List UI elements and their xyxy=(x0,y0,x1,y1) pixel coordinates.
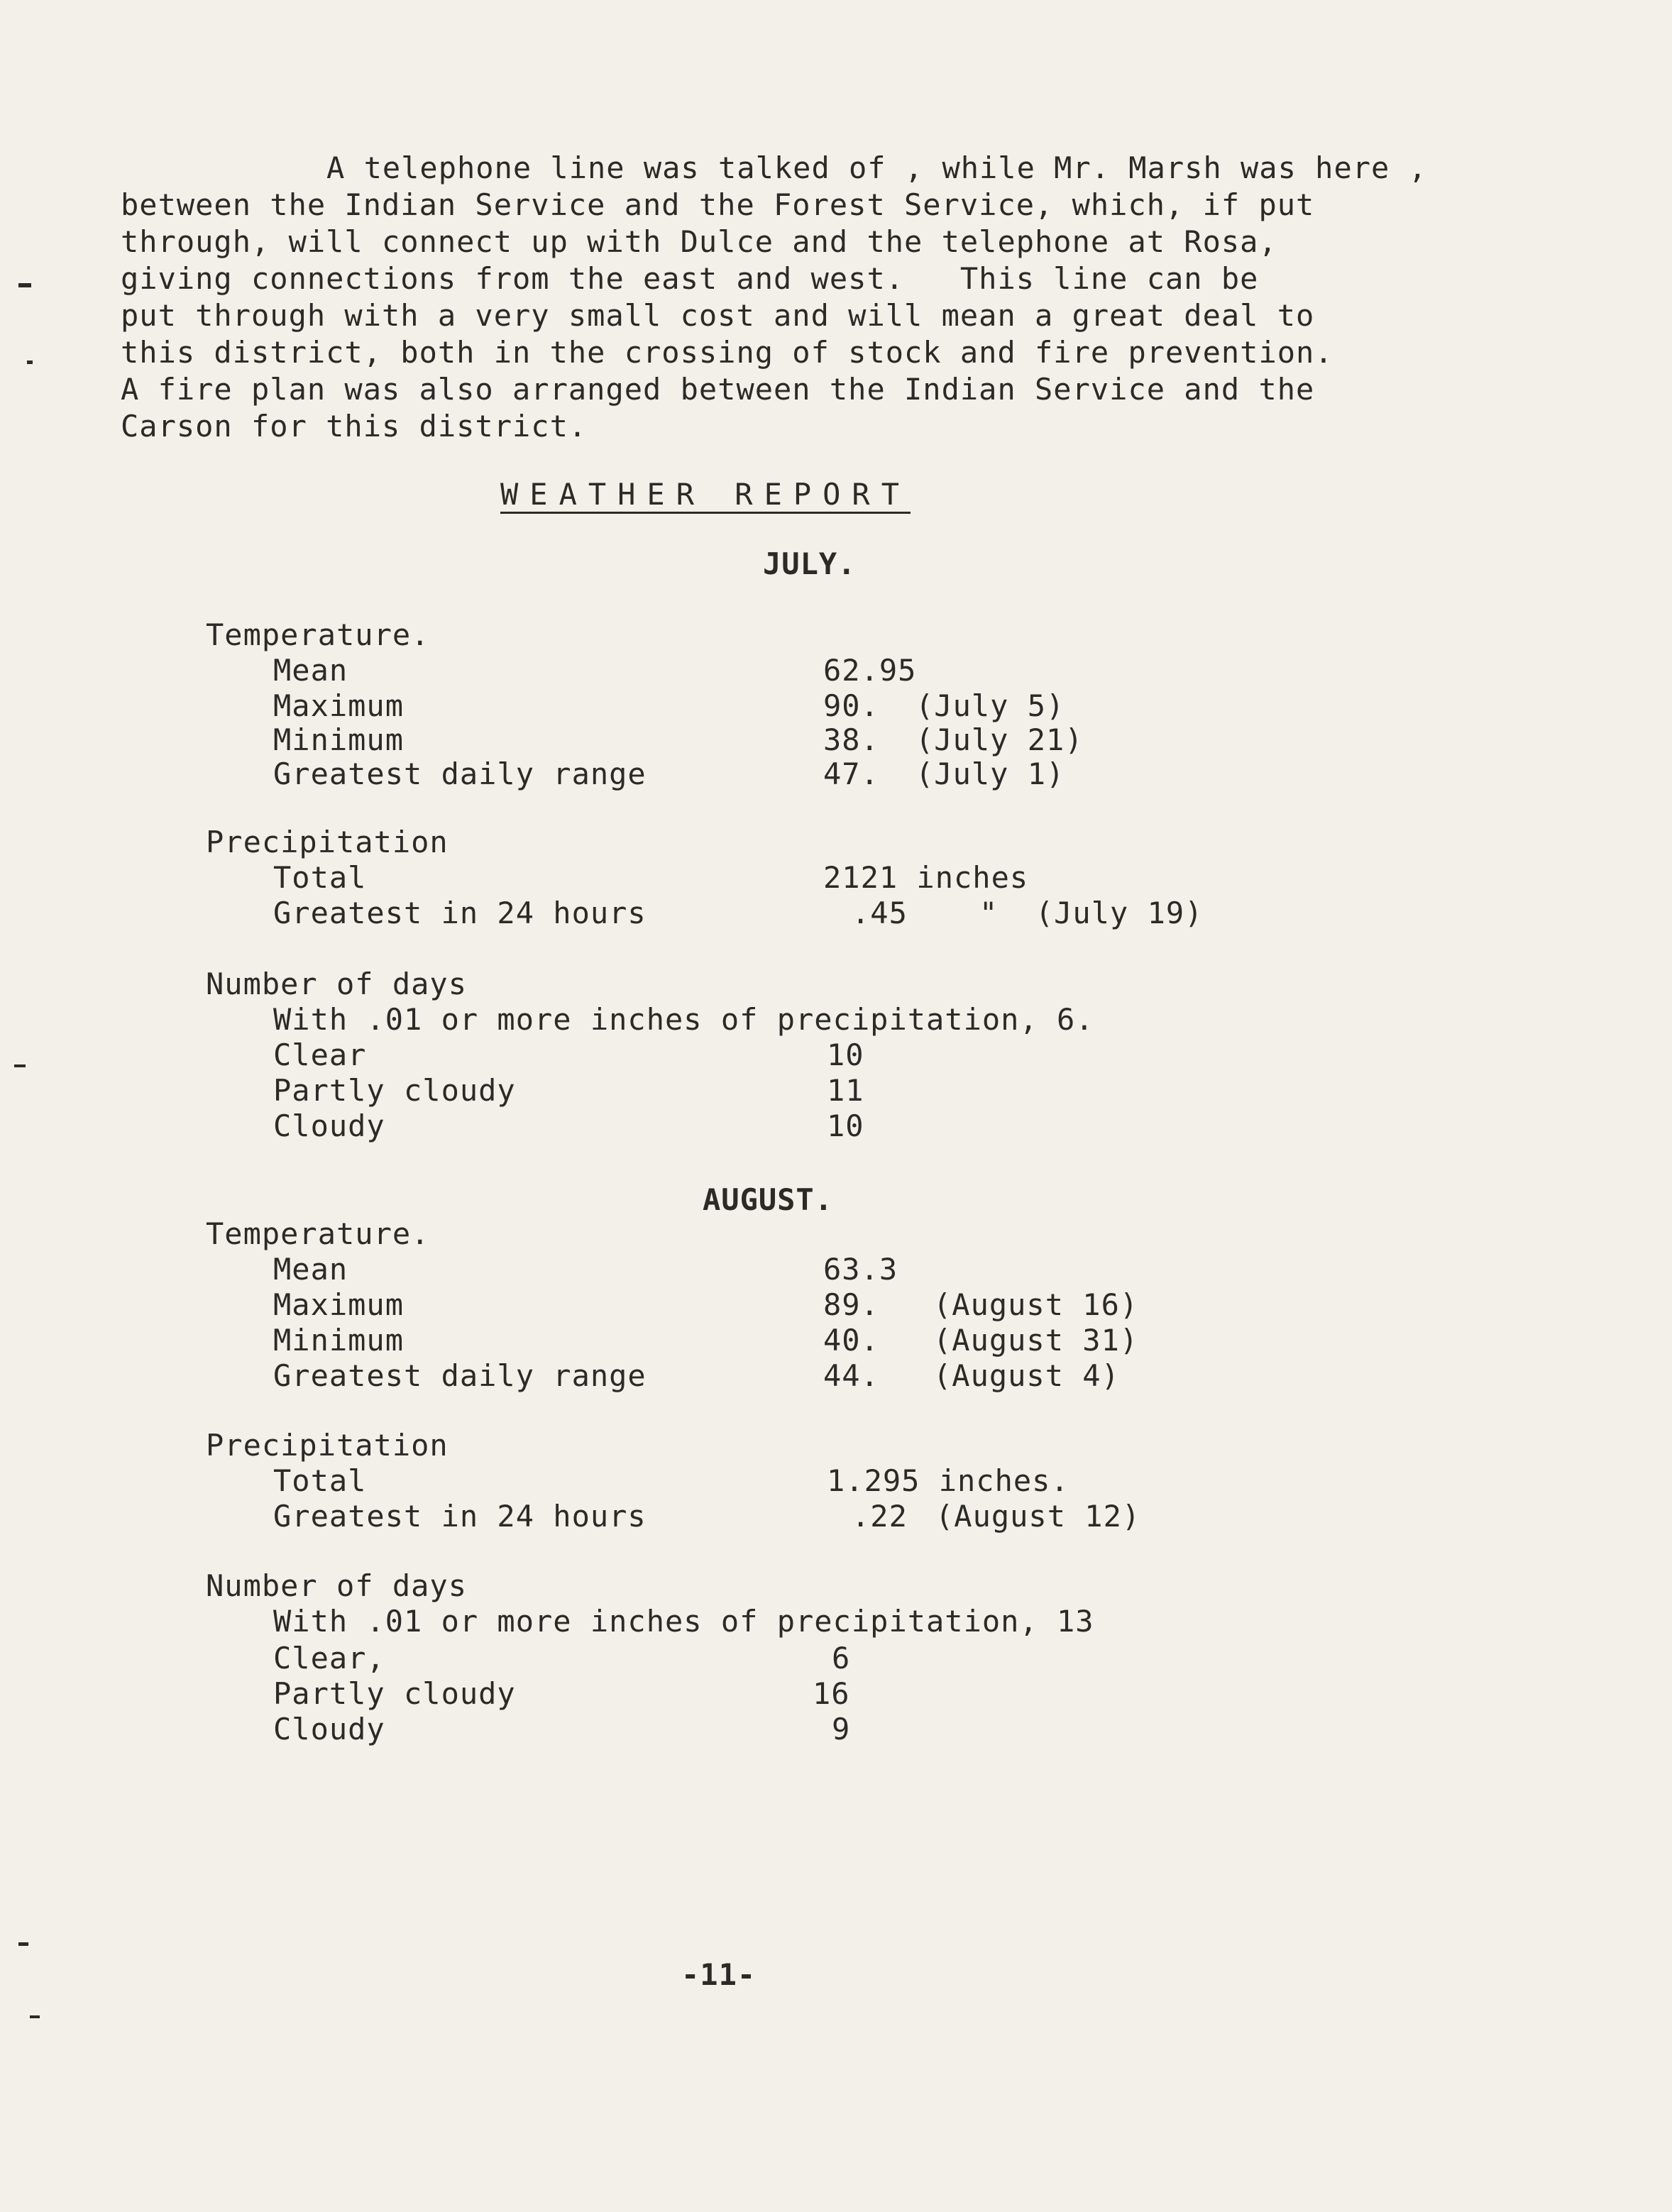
precipitation-row-value: .22 xyxy=(852,1499,908,1534)
temperature-row-label: Greatest daily range xyxy=(273,1358,647,1393)
margin-mark xyxy=(18,1942,28,1946)
margin-mark xyxy=(30,2015,40,2018)
precipitation-row-label: Greatest in 24 hours xyxy=(273,1499,647,1534)
margin-mark xyxy=(14,1064,26,1067)
precipitation-heading: Precipitation xyxy=(206,825,449,859)
precipitation-row-value: .45 xyxy=(852,896,908,930)
precipitation-row-note: " (July 19) xyxy=(979,896,1204,930)
days-row-value: 10 xyxy=(827,1108,864,1143)
temperature-row-value: 40. xyxy=(823,1323,879,1358)
temperature-row-value: 62.95 xyxy=(823,653,917,688)
temperature-row-label: Maximum xyxy=(273,1287,405,1322)
days-row-value: 10 xyxy=(827,1038,864,1072)
margin-mark xyxy=(27,361,33,364)
precipitation-row-label: Total xyxy=(273,1463,367,1498)
days-row-label: Partly cloudy xyxy=(273,1073,516,1108)
temperature-row-note: (July 21) xyxy=(915,722,1084,757)
temperature-heading: Temperature. xyxy=(206,1216,430,1251)
temperature-row-label: Greatest daily range xyxy=(273,756,647,791)
days-row-label: Clear xyxy=(273,1038,367,1072)
temperature-row-value: 47. xyxy=(823,756,879,791)
page-number: -11- xyxy=(681,1957,757,1992)
precipitation-row-value: 1.295 inches. xyxy=(827,1463,1069,1498)
margin-mark xyxy=(18,283,31,287)
days-row-label: Cloudy xyxy=(273,1108,385,1143)
temperature-row-value: 63.3 xyxy=(823,1252,898,1287)
month-heading-august: AUGUST. xyxy=(703,1182,834,1217)
days-heading: Number of days xyxy=(206,967,468,1001)
temperature-row-note: (July 1) xyxy=(915,756,1065,791)
days-row-value: 9 xyxy=(832,1712,851,1746)
temperature-row-label: Mean xyxy=(273,653,348,688)
days-row-label: Partly cloudy xyxy=(273,1676,516,1711)
intro-line: A fire plan was also arranged between the Indian Service and the xyxy=(121,372,1315,407)
temperature-row-value: 89. xyxy=(823,1287,879,1322)
precipitation-row-label: Total xyxy=(273,860,367,895)
month-heading-july: JULY. xyxy=(763,546,857,581)
intro-line: A telephone line was talked of , while Mr. Marsh was here , xyxy=(326,150,1427,185)
intro-line: this district, both in the crossing of stock and fire prevention. xyxy=(121,335,1333,370)
temperature-row-note: (August 16) xyxy=(933,1287,1139,1322)
precipitation-heading: Precipitation xyxy=(206,1428,449,1463)
days-row-value: 11 xyxy=(827,1073,864,1108)
temperature-row-value: 44. xyxy=(823,1358,879,1393)
temperature-row-label: Minimum xyxy=(273,1323,405,1358)
days-row-label: Clear, xyxy=(273,1641,385,1675)
temperature-row-label: Minimum xyxy=(273,722,405,757)
days-row-value: 16 xyxy=(813,1676,850,1711)
days-precip-line: With .01 or more inches of precipitation, 6. xyxy=(273,1002,1094,1037)
temperature-row-value: 90. xyxy=(823,688,879,723)
temperature-row-note: (August 31) xyxy=(933,1323,1139,1358)
temperature-row-note: (July 5) xyxy=(915,688,1065,723)
temperature-row-value: 38. xyxy=(823,722,879,757)
temperature-row-label: Mean xyxy=(273,1252,348,1287)
intro-line: through, will connect up with Dulce and the telephone at Rosa, xyxy=(121,224,1277,259)
intro-line: between the Indian Service and the Forest Service, which, if put xyxy=(121,187,1315,222)
days-row-label: Cloudy xyxy=(273,1712,385,1746)
precipitation-row-value: 2121 inches xyxy=(823,860,1029,895)
days-precip-line: With .01 or more inches of precipitation, 13 xyxy=(273,1604,1094,1639)
temperature-heading: Temperature. xyxy=(206,617,430,652)
days-heading: Number of days xyxy=(206,1568,468,1603)
intro-line: put through with a very small cost and will mean a great deal to xyxy=(121,298,1315,333)
temperature-row-note: (August 4) xyxy=(933,1358,1120,1393)
intro-line: Carson for this district. xyxy=(121,409,588,444)
intro-line: giving connections from the east and west. This line can be xyxy=(121,261,1259,296)
temperature-row-label: Maximum xyxy=(273,688,405,723)
report-title: WEATHER REPORT xyxy=(500,477,911,512)
days-row-value: 6 xyxy=(832,1641,851,1675)
precipitation-row-label: Greatest in 24 hours xyxy=(273,896,647,930)
precipitation-row-note: (August 12) xyxy=(935,1499,1141,1534)
